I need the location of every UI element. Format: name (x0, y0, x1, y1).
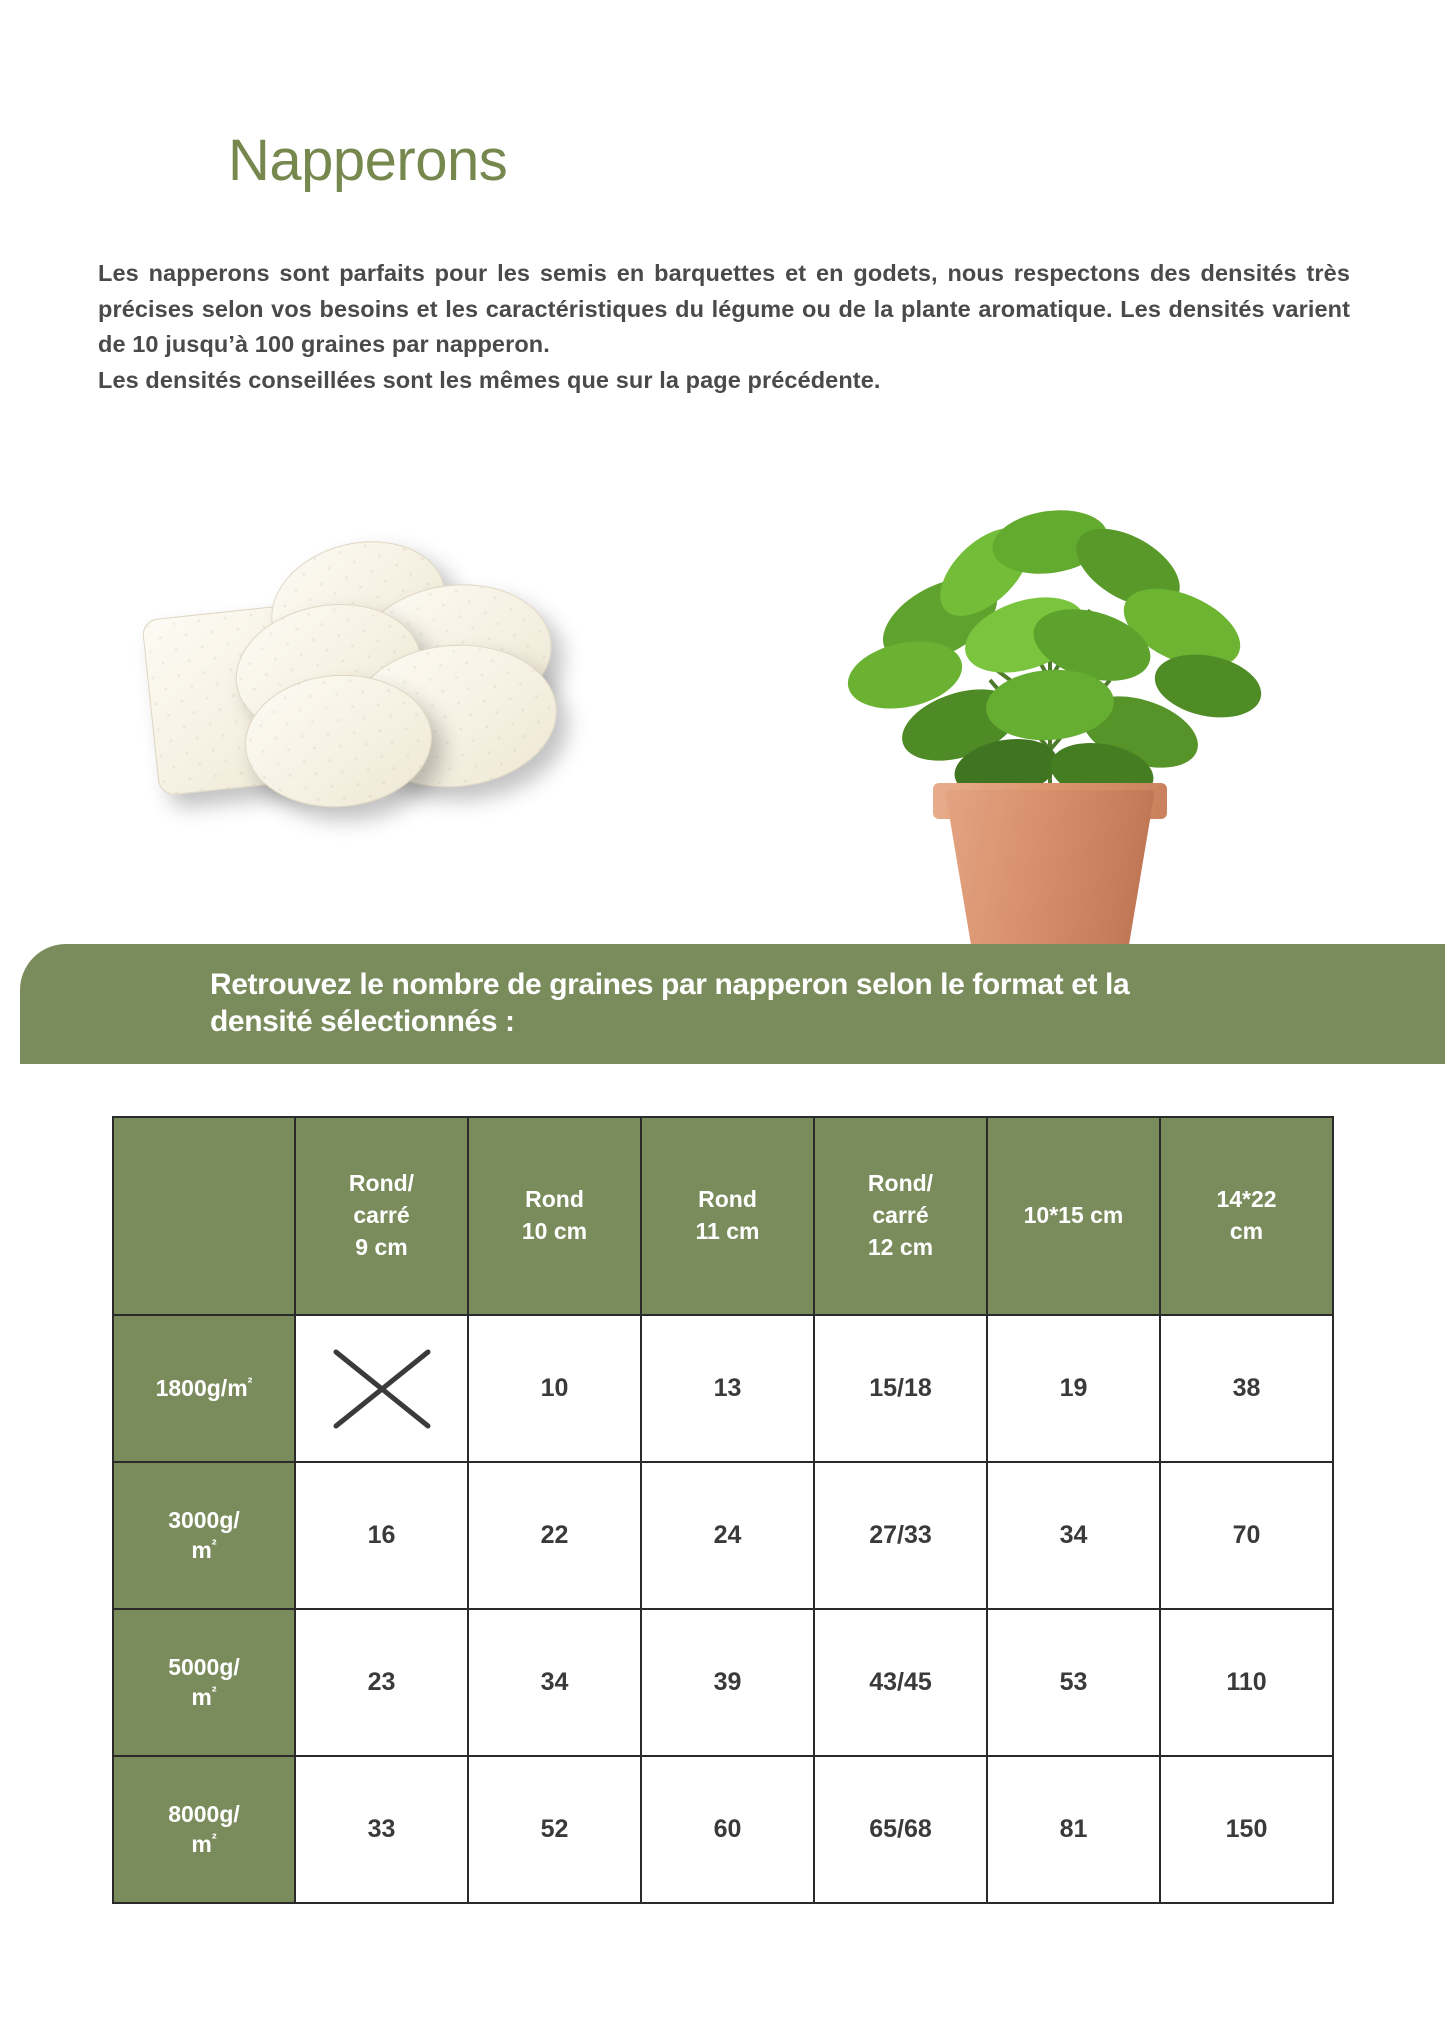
table-header (113, 1117, 1333, 1315)
table-cell: 52 (468, 1756, 641, 1903)
napperons-product-image (150, 535, 620, 845)
terracotta-pot (945, 790, 1155, 965)
basil-foliage (810, 500, 1290, 830)
density-table (112, 1116, 1334, 1904)
page-title: Napperons (228, 128, 508, 193)
table-cell: 53 (987, 1609, 1160, 1756)
column-header-rond-10 (468, 1117, 641, 1315)
table-cell: 33 (295, 1756, 468, 1903)
row-header-5000: 5000g/ $m^{^2}$ (113, 1609, 295, 1756)
table-cell: 60 (641, 1756, 814, 1903)
table-cell: 150 (1160, 1756, 1333, 1903)
table-cell: 34 (468, 1609, 641, 1756)
table-cell: 22 (468, 1462, 641, 1609)
column-header-line: Rond/ (867, 1170, 934, 1197)
column-header-line: 12 cm (867, 1233, 934, 1260)
basil-leaves-svg (810, 500, 1290, 830)
cell-unavailable (295, 1315, 468, 1462)
media-row (0, 500, 1445, 970)
table-cell: 13 (641, 1315, 814, 1462)
intro-paragraph-2: Les densités conseillées sont les mêmes que sur la page précédente. (98, 367, 881, 394)
table-cell: 23 (295, 1609, 468, 1756)
cross-icon (330, 1346, 434, 1432)
column-header-rond-11 (641, 1117, 814, 1315)
column-header-line: 9 cm (355, 1233, 408, 1260)
column-header-line: 10 cm (521, 1218, 588, 1244)
column-header-line: 11 cm (695, 1218, 760, 1244)
column-header-line: Rond (698, 1186, 757, 1213)
superscript-two: ² (211, 1830, 217, 1847)
row-header-3000: 3000g/ $m^{^2}$ (113, 1462, 295, 1609)
superscript-two: ² (211, 1683, 217, 1700)
table-row (113, 1756, 1333, 1903)
table-cell: 81 (987, 1756, 1160, 1903)
table-cell: 38 (1160, 1315, 1333, 1462)
column-header-line: 10*15 cm (1023, 1202, 1124, 1229)
table-cell: 16 (295, 1462, 468, 1609)
table-row (113, 1315, 1333, 1462)
table-row (113, 1609, 1333, 1756)
column-header-line: 14*22 (1216, 1186, 1277, 1213)
superscript-two: ² (247, 1374, 253, 1391)
table-corner-cell (113, 1117, 295, 1315)
intro-paragraph-1: Les napperons sont parfaits pour les semis en barquettes et en godets, nous respectons des densités très précises selon vos besoins et les caractéristiques du légume ou de la plante aromatique. Les densités varient de 10 jusqu’à 100 graines par napperon. (98, 260, 1350, 358)
basil-plant-image (800, 500, 1300, 970)
table-body (113, 1315, 1333, 1903)
table-cell: 24 (641, 1462, 814, 1609)
callout-banner (20, 944, 1445, 1064)
row-header-8000: 8000g/ $m^{^2}$ (113, 1756, 295, 1903)
table-header-row (113, 1117, 1333, 1315)
superscript-two: ² (211, 1536, 217, 1553)
table-row (113, 1462, 1333, 1609)
table-cell: 10 (468, 1315, 641, 1462)
table-cell: 19 (987, 1315, 1160, 1462)
table-cell: 70 (1160, 1462, 1333, 1609)
column-header-rond-carre-9 (295, 1117, 468, 1315)
density-table-wrapper (112, 1116, 1334, 1904)
column-header-line: carré (872, 1202, 929, 1229)
column-header-10x15 (987, 1117, 1160, 1315)
table-cell: 15/18 (814, 1315, 987, 1462)
column-header-rond-carre-12 (814, 1117, 987, 1315)
row-header-1800: $1800g/m^{^2}$ (113, 1315, 295, 1462)
table-cell: 43/45 (814, 1609, 987, 1756)
column-header-line: carré (353, 1202, 410, 1229)
column-header-14x22 (1160, 1117, 1333, 1315)
column-header-line: cm (1229, 1218, 1264, 1244)
table-cell: 34 (987, 1462, 1160, 1609)
table-cell: 110 (1160, 1609, 1333, 1756)
table-cell: 65/68 (814, 1756, 987, 1903)
intro-text-block (98, 256, 1350, 399)
table-cell: 39 (641, 1609, 814, 1756)
callout-banner-text: Retrouvez le nombre de graines par napperon selon le format et la densité sélectionnés : (210, 968, 1130, 1038)
column-header-line: Rond/ (348, 1170, 415, 1197)
table-cell: 27/33 (814, 1462, 987, 1609)
column-header-line: Rond (525, 1186, 584, 1213)
